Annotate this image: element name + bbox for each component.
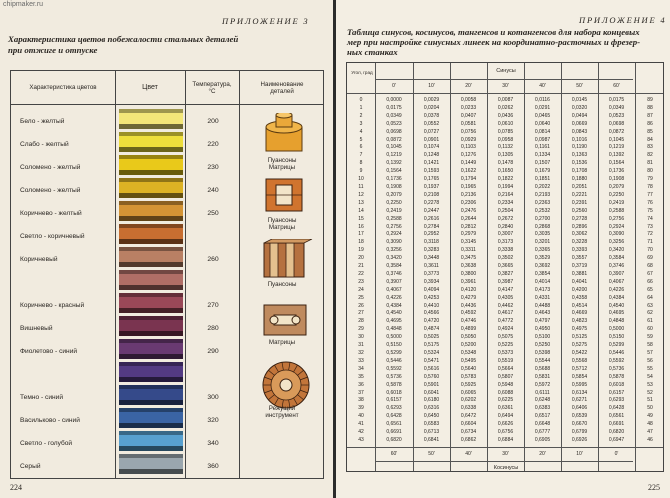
color-characteristic: Светло - голубой (20, 440, 73, 447)
punch-die-2-drawing (256, 175, 316, 220)
color-swatch (119, 178, 183, 198)
trig-table (346, 62, 664, 472)
temperature-value: 260 (207, 256, 219, 263)
site-watermark: chipmaker.ru (3, 1, 44, 8)
tempering-colors-table (10, 70, 324, 479)
minute-header-bottom: 30' (502, 451, 509, 457)
sine-values-column: 0,0175 0,0349 0,0523 0,0698 0,0872 0,1045 0,1219 0,1392 0,1564 0,1736 0,1908 0,2079 0,2250 0,2419 0,2588 0,2756 0,2924 0,3090 0,3256 0,3420 0,3584 0,3746 0,3907 0,4067 0,4226 0,4384 0,4540 0,4695 0,4848 0,5000 0,5150 0,5299 0,5446 0,5592 0,5736 0,5878 0,6018 0,6157 0,6293 0,6428 0,6561 0,6691 0,6820 0,6947 (608, 97, 625, 443)
color-swatch (119, 247, 183, 267)
temperature-value: 360 (207, 463, 219, 470)
color-characteristic: Коричнево - красный (20, 302, 85, 309)
right-page (336, 0, 670, 498)
color-characteristic: Соломено - желтый (20, 164, 81, 171)
temperature-value: 320 (207, 417, 219, 424)
cutting-tool-label: Режущий инструмент (265, 405, 299, 419)
sine-values-column: 0,0145 0,0320 0,0494 0,0669 0,0843 0,1016 0,1190 0,1363 0,1536 0,1708 0,1880 0,2051 0,2221 0,2391 0,2560 0,2728 0,2896 0,3062 0,3228 0,3393 0,3557 0,3719 0,3881 0,4041 0,4200 0,4358 0,4514 0,4669 0,4823 0,4975 0,5125 0,5275 0,5422 0,5568 0,5712 0,5854 0,5995 0,6134 0,6271 0,6406 0,6539 0,6670 0,6799 0,6926 (571, 97, 588, 443)
degree-column-left: 0 1 2 3 4 5 6 7 8 9 10 11 12 13 14 15 16 17 18 19 20 21 22 23 24 25 26 27 28 29 30 31 32 33 34 35 36 37 38 39 40 41 42 43 (358, 97, 364, 443)
color-swatch (119, 293, 183, 313)
page-number-right: 225 (648, 483, 660, 492)
sine-values-column: 0,0000 0,0175 0,0349 0,0523 0,0698 0,0872 0,1045 0,1219 0,1392 0,1564 0,1736 0,1908 0,2079 0,2250 0,2419 0,2588 0,2756 0,2924 0,3090 0,3256 0,3420 0,3584 0,3746 0,3907 0,4067 0,4226 0,4384 0,4540 0,4695 0,4848 0,5000 0,5150 0,5299 0,5446 0,5592 0,5736 0,5878 0,6018 0,6157 0,6293 0,6428 0,6561 0,6691 0,6820 (386, 97, 402, 443)
color-swatch (119, 316, 183, 336)
minute-header-bottom: 60' (390, 451, 398, 457)
color-swatch (119, 339, 183, 359)
color-characteristic: Коричнево - желтый (20, 210, 82, 217)
minute-header-top: 40' (539, 83, 546, 89)
minute-header-bottom: 0' (614, 451, 619, 457)
color-swatch (119, 132, 183, 152)
punch-drawing (256, 239, 316, 286)
minute-header-bottom: 20' (539, 451, 546, 457)
degree-column-right: 89 88 87 86 85 84 83 82 81 80 79 78 77 76 75 74 73 72 71 70 69 68 67 66 65 64 63 62 61 60 59 58 57 56 55 54 53 52 51 50 49 48 47 46 (647, 97, 653, 443)
temperature-value: 300 (207, 394, 219, 401)
color-swatch (119, 362, 183, 382)
sine-values-column: 0,0087 0,0262 0,0436 0,0610 0,0785 0,0958 0,1132 0,1305 0,1478 0,1650 0,1822 0,1994 0,2164 0,2334 0,2504 0,2672 0,2840 0,3007 0,3173 0,3338 0,3502 0,3665 0,3827 0,3987 0,4147 0,4305 0,4462 0,4617 0,4772 0,4924 0,5075 0,5225 0,5373 0,5519 0,5664 0,5807 0,5948 0,6088 0,6225 0,6361 0,6494 0,6626 0,6756 0,6884 (497, 97, 514, 443)
page-number-left: 224 (10, 483, 22, 492)
left-page (0, 0, 333, 498)
color-swatch (119, 224, 183, 244)
minute-header-bottom: 10' (576, 451, 583, 457)
punch-die-2-label: Пуансоны Матрицы (267, 217, 297, 231)
cosinus-label: Косинусы (493, 465, 519, 471)
color-swatch (119, 408, 183, 428)
die-drawing (256, 301, 316, 344)
color-characteristic: Светло - коричневый (20, 233, 85, 240)
temperature-value: 230 (207, 164, 219, 171)
punch-label: Пуансоны (267, 281, 297, 288)
temperature-value: 280 (207, 325, 219, 332)
appendix-4-header: ПРИЛОЖЕНИЕ 4 (579, 15, 667, 25)
color-swatch (119, 155, 183, 175)
color-swatch (119, 431, 183, 451)
sinus-label: Синусы (496, 68, 516, 74)
sine-values-column: 0,0058 0,0233 0,0407 0,0581 0,0756 0,0929 0,1103 0,1276 0,1449 0,1622 0,1794 0,1965 0,2136 0,2306 0,2476 0,2644 0,2812 0,2979 0,3145 0,3311 0,3475 0,3638 0,3800 0,3961 0,4120 0,4279 0,4436 0,4592 0,4746 0,4899 0,5050 0,5200 0,5348 0,5495 0,5640 0,5783 0,5925 0,6065 0,6202 0,6338 0,6472 0,6604 0,6734 0,6862 (460, 97, 477, 443)
left-title-line1: Характеристика цветов побежалости стальных деталей (8, 34, 239, 44)
col-head-temperature: Температура, °С (192, 80, 232, 95)
color-characteristic: Васильково - синий (20, 417, 80, 424)
color-characteristic: Серый (20, 463, 41, 470)
die-label: Матрицы (268, 339, 296, 346)
color-swatch (119, 270, 183, 290)
color-characteristic: Слабо - желтый (20, 141, 69, 148)
left-title-line2: при отжиге и отпуске (8, 45, 98, 55)
appendix-3-header: ПРИЛОЖЕНИЕ 3 (222, 16, 310, 26)
temperature-value: 290 (207, 348, 219, 355)
punch-die-1-label: Пуансоны Матрицы (267, 157, 297, 171)
punch-die-1-drawing (256, 113, 316, 158)
color-characteristic: Коричневый (20, 256, 58, 263)
minute-header-top: 60' (613, 83, 620, 89)
color-characteristic: Вишневый (20, 325, 53, 332)
minute-header-top: 0' (392, 83, 396, 89)
minute-header-top: 10' (428, 83, 435, 89)
temperature-value: 250 (207, 210, 219, 217)
right-title-line2: мер при настройке синусных линеек на координатно-расточных и фрезер- (347, 37, 641, 47)
temperature-value: 220 (207, 141, 219, 148)
sine-values-column: 0,0116 0,0291 0,0465 0,0640 0,0814 0,0987 0,1161 0,1334 0,1507 0,1679 0,1851 0,2022 0,2193 0,2363 0,2532 0,2700 0,2868 0,3035 0,3201 0,3365 0,3529 0,3692 0,3854 0,4014 0,4173 0,4331 0,4488 0,4643 0,4797 0,4950 0,5100 0,5250 0,5398 0,5544 0,5688 0,5831 0,5972 0,6111 0,6248 0,6383 0,6517 0,6648 0,6777 0,6905 (534, 97, 551, 443)
right-title-line3: ных станках (347, 47, 398, 57)
color-swatch (119, 109, 183, 129)
color-swatch (119, 201, 183, 221)
table-header (11, 71, 323, 105)
color-characteristic: Темно - синий (20, 394, 64, 401)
temperature-value: 200 (207, 118, 219, 125)
minute-header-bottom: 50' (428, 451, 435, 457)
col-head-part-names: Наименование деталей (260, 80, 304, 95)
minute-header-top: 50' (576, 83, 583, 89)
color-characteristic: Соломено - желтый (20, 187, 81, 194)
minute-header-top: 20' (465, 83, 472, 89)
color-characteristic: Бело - желтый (20, 118, 65, 125)
col-head-color: Цвет (142, 84, 158, 92)
color-characteristic: Фиолетово - синий (20, 348, 78, 355)
temperature-value: 270 (207, 302, 219, 309)
temperature-value: 340 (207, 440, 219, 447)
temperature-value: 240 (207, 187, 219, 194)
color-swatch (119, 454, 183, 474)
corner-angle-label: Угол, град (351, 70, 373, 75)
color-swatch (119, 385, 183, 405)
col-head-characteristic: Характеристика цветов (29, 84, 97, 92)
minute-header-bottom: 40' (465, 451, 472, 457)
sine-values-column: 0,0029 0,0204 0,0378 0,0552 0,0727 0,0901 0,1074 0,1248 0,1421 0,1593 0,1765 0,1937 0,2108 0,2278 0,2447 0,2616 0,2784 0,2952 0,3118 0,3283 0,3448 0,3611 0,3773 0,3934 0,4094 0,4253 0,4410 0,4566 0,4720 0,4874 0,5025 0,5175 0,5324 0,5471 0,5616 0,5760 0,5901 0,6041 0,6180 0,6316 0,6450 0,6583 0,6713 0,6841 (423, 97, 440, 443)
right-title-line1: Таблица синусов, косинусов, тангенсов и котангенсов для набора концевых (347, 27, 640, 37)
minute-header-top: 30' (502, 83, 509, 89)
